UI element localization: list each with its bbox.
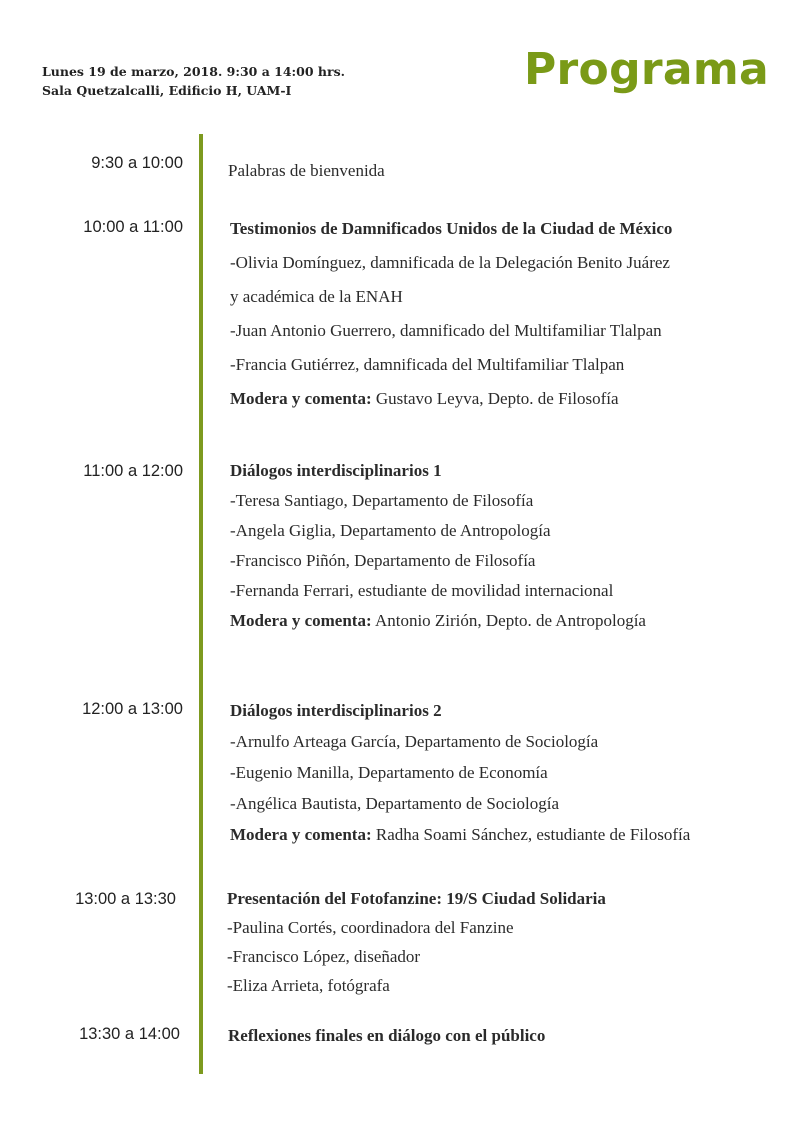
moderator-label: Modera y comenta:	[230, 611, 372, 630]
participant-line: -Olivia Domínguez, damnificada de la Delegación Benito Juárez	[230, 253, 670, 272]
moderator-line	[230, 819, 690, 850]
moderator-name: Radha Soami Sánchez, estudiante de Filosofía	[375, 825, 691, 844]
participant-line: -Angela Giglia, Departamento de Antropología	[230, 521, 551, 540]
session-time: 12:00 a 13:00	[82, 700, 183, 718]
session-block	[230, 212, 672, 416]
participant-line: -Francisco López, diseñador	[227, 947, 421, 966]
participant-line: -Angélica Bautista, Departamento de Sociología	[230, 794, 560, 813]
participant-line: -Francisco Piñón, Departamento de Filosofía	[230, 551, 536, 570]
session-time: 13:00 a 13:30	[75, 890, 176, 908]
participant-line: -Juan Antonio Guerrero, damnificado del Multifamiliar Tlalpan	[230, 321, 662, 340]
moderator-line	[230, 606, 646, 636]
session-time: 11:00 a 12:00	[83, 462, 183, 480]
session-time: 9:30 a 10:00	[91, 154, 183, 172]
session-block	[228, 1020, 545, 1052]
session-title: Presentación del Fotofanzine: 19/S Ciudad Solidaria	[227, 889, 606, 908]
session-title: Reflexiones finales en diálogo con el público	[228, 1026, 546, 1045]
session-time: 10:00 a 11:00	[83, 218, 183, 236]
participant-line: -Teresa Santiago, Departamento de Filosofía	[230, 491, 534, 510]
session-title: Diálogos interdisciplinarios 1	[230, 461, 442, 480]
moderator-label: Modera y comenta:	[230, 389, 372, 408]
participant-line: y académica de la ENAH	[230, 287, 403, 306]
session-title: Palabras de bienvenida	[228, 161, 385, 180]
participant-line: -Paulina Cortés, coordinadora del Fanzine	[227, 918, 514, 937]
session-block	[230, 695, 690, 850]
session-title: Diálogos interdisciplinarios 2	[230, 701, 442, 720]
participant-line: -Francia Gutiérrez, damnificada del Multifamiliar Tlalpan	[230, 355, 625, 374]
moderator-name: Antonio Zirión, Depto. de Antropología	[374, 611, 646, 630]
session-time: 13:30 a 14:00	[79, 1025, 180, 1043]
moderator-label: Modera y comenta:	[230, 825, 372, 844]
moderator-name: Gustavo Leyva, Depto. de Filosofía	[375, 389, 619, 408]
session-block	[230, 456, 646, 636]
event-info	[42, 62, 345, 100]
page-title: Programa	[524, 44, 770, 95]
event-venue: Sala Quetzalcalli, Edificio H, UAM-I	[42, 83, 292, 98]
event-date: Lunes 19 de marzo, 2018. 9:30 a 14:00 hrs.	[42, 64, 345, 79]
session-title: Testimonios de Damnificados Unidos de la Ciudad de México	[230, 219, 673, 238]
timeline-divider	[199, 134, 203, 1074]
participant-line: -Eliza Arrieta, fotógrafa	[227, 976, 390, 995]
participant-line: -Fernanda Ferrari, estudiante de movilidad internacional	[230, 581, 614, 600]
participant-line: -Arnulfo Arteaga García, Departamento de Sociología	[230, 732, 599, 751]
session-block	[227, 884, 606, 1000]
moderator-line	[230, 382, 672, 416]
session-block	[228, 154, 385, 188]
participant-line: -Eugenio Manilla, Departamento de Economía	[230, 763, 548, 782]
